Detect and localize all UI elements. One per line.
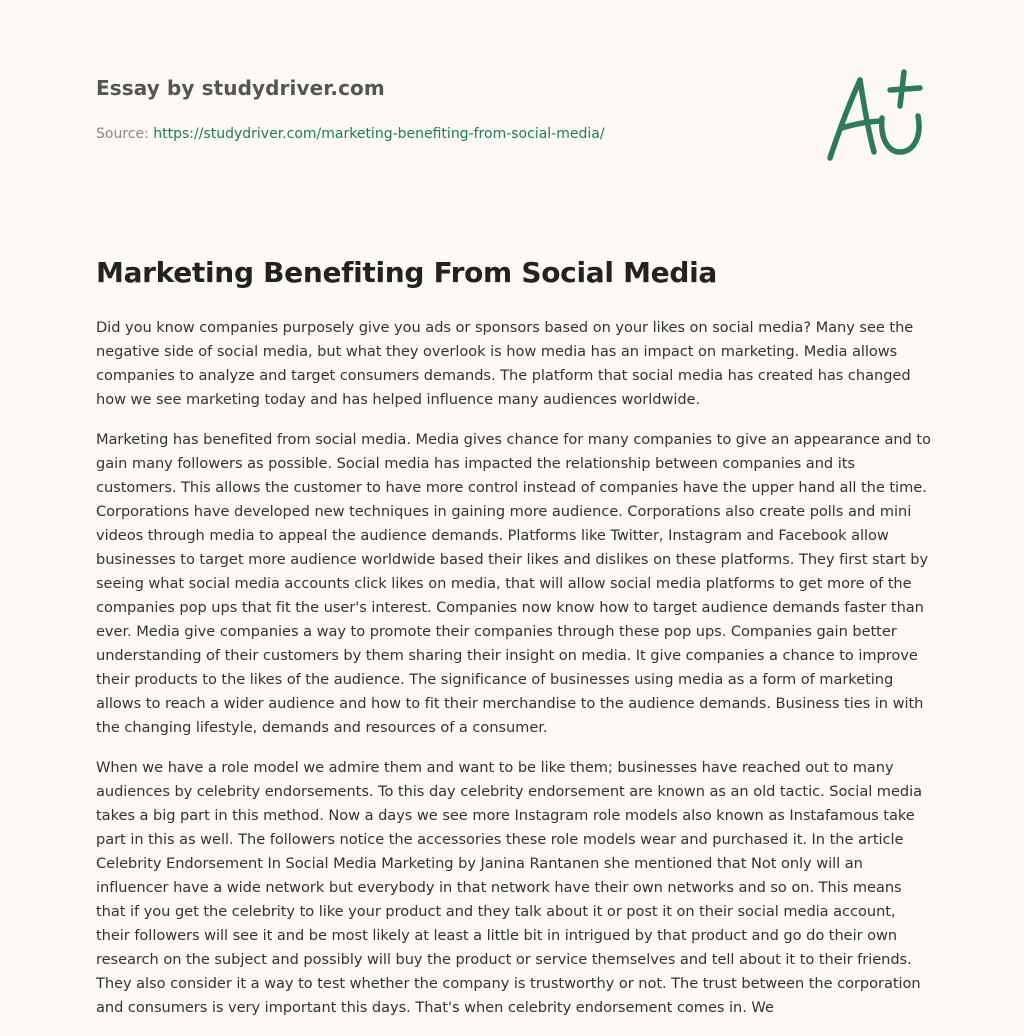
essay-header: [96, 76, 736, 142]
paragraph-3: When we have a role model we admire them and want to be like them; businesses have reached out to many audiences by celebrity endorsements. To this day celebrity endorsement are known as an old tactic. Social media takes a big part in this method. Now a days we see more Instagram role models also known as Instafamous take part in this as well. The followers notice the accessories these role models wear and purchased it. In the article Celebrity Endorsement In Social Media Marketing by Janina Rantanen she mentioned that Not only will an influencer have a wide network but everybody in that network have their own networks and so on. This means that if you get the celebrity to like your product and they talk about it or post it on their social media account, their followers will see it and be most likely at least a little bit in intrigued by that product and go do their own research on the subject and possibly will buy the product or service themselves and tell about it to their friends. They also consider it a way to test whether the company is trustworthy or not. The trust between the corporation and consumers is very important this days. That's when celebrity endorsement comes in. We: [96, 759, 923, 1016]
brand-title: Essay by studydriver.com: [96, 76, 385, 100]
essay-title: Marketing Benefiting From Social Media: [96, 256, 718, 289]
paragraph-2: Marketing has benefited from social media. Media gives chance for many companies to give an appearance and to gain many followers as possible. Social media has impacted the relationship between companies and its customers. This allows the customer to have more control instead of companies have the upper hand all the time. Corporations have developed new techniques in gaining more audience. Corporations also create polls and mini videos through media to appeal the audience demands. Platforms like Twitter, Instagram and Facebook allow businesses to target more audience worldwide based their likes and dislikes on these platforms. They first start by seeing what social media accounts click likes on media, that will allow social media platforms to get more of the companies pop ups that fit the user's interest. Companies now know how to target audience demands faster than ever. Media give companies a way to promote their companies through these pop ups. Companies gain better understanding of their customers by them sharing their insight on media. It give companies a chance to improve their products to the likes of the audience. The significance of businesses using media as a form of marketing allows to reach a wider audience and how to fit their merchandise to the audience demands. Business ties in with the changing lifestyle, demands and resources of a consumer.: [96, 431, 931, 736]
source-line: [96, 126, 736, 142]
source-link[interactable]: https://studydriver.com/marketing-benefiting-from-social-media/: [153, 126, 605, 142]
a-plus-logo: [820, 66, 930, 166]
essay-body: [96, 316, 932, 1036]
source-label: Source:: [96, 126, 154, 142]
paragraph-1: Did you know companies purposely give you ads or sponsors based on your likes on social media? Many see the negative side of social media, but what they overlook is how media has an impact on marketing. Media allows companies to analyze and target consumers demands. The platform that social media has created has changed how we see marketing today and has helped influence many audiences worldwide.: [96, 319, 914, 408]
